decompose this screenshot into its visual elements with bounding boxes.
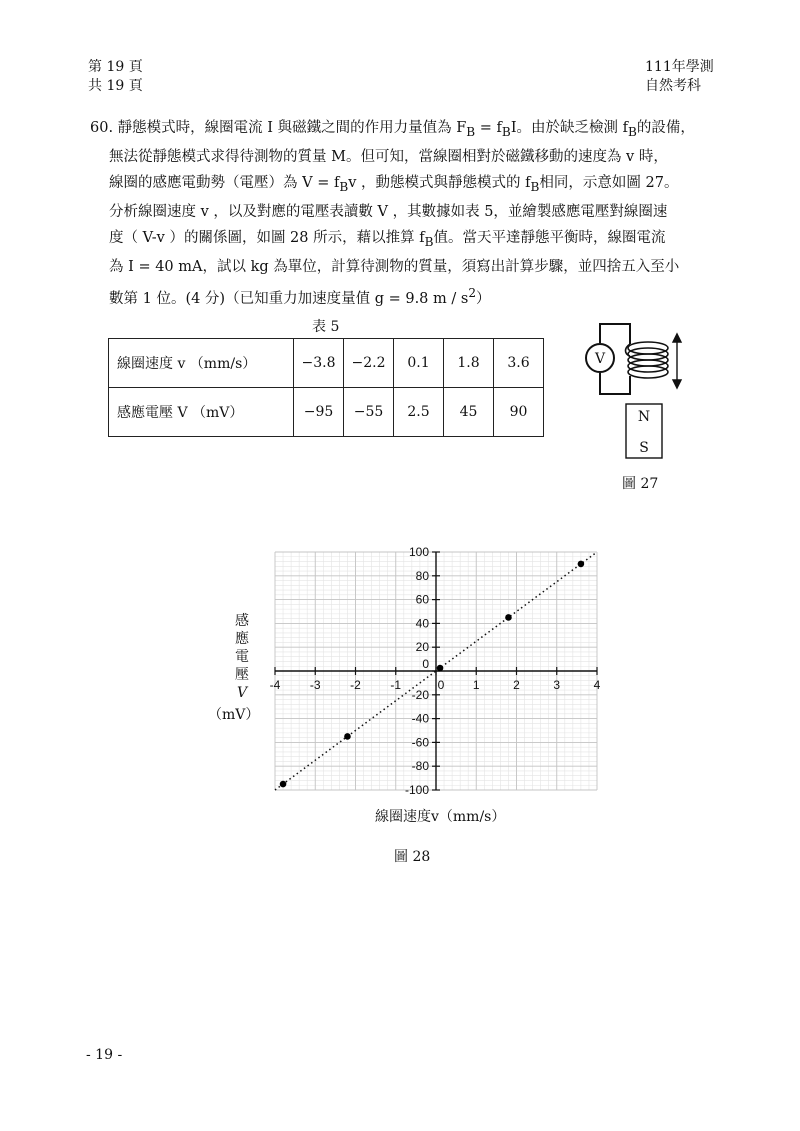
ylabel-char: 感: [235, 613, 249, 629]
y-tick-label: -100: [404, 783, 429, 797]
table-cell: −95: [294, 388, 344, 437]
y-tick-label: -60: [411, 735, 429, 750]
y-tick-label: 60: [415, 592, 429, 607]
table-cell: 0.1: [394, 339, 444, 388]
x-tick-label: 2: [513, 678, 520, 692]
table-row: [109, 388, 544, 437]
figure-27-diagram: [578, 318, 698, 458]
x-tick-label: -3: [309, 678, 321, 692]
table-cell: 90: [494, 388, 544, 437]
y-tick-label: 100: [408, 545, 429, 559]
y-tick-label: 80: [415, 568, 429, 583]
question-line-1: 60. 靜態模式時，線圈電流 I 與磁鐵之間的作用力量值為 $F_B = f_BI$。由於缺乏檢測 $f_B$的設備，: [90, 120, 695, 139]
question-line-5: 度（ V-v ）的關係圖，如圖 28 所示，藉以推算 $f_B$值。當天平達靜態平衡時，線圈電流: [109, 229, 666, 249]
table-cell: 2.5: [394, 388, 444, 437]
question-line-4: 分析線圈速度 v ，以及對應的電壓表讀數 V ，其數據如表 5，並繪製感應電壓對線圈速: [109, 204, 668, 221]
circuit-wire: [600, 373, 630, 394]
table-cell: 45: [444, 388, 494, 437]
y-tick-label: -40: [411, 711, 429, 726]
data-point: [344, 733, 351, 740]
coil-icon: [626, 342, 669, 378]
ylabel-char: 應: [235, 631, 249, 647]
row-label-velocity: 線圈速度 v （mm/s）: [109, 339, 294, 388]
y-tick-label: 20: [415, 640, 429, 655]
page-footer-number: - 19 -: [86, 1047, 123, 1063]
figure-28-caption: 圖 28: [394, 849, 431, 865]
chart-ylabel: [222, 612, 262, 702]
motion-arrow-icon: [673, 334, 681, 388]
page-number-label: 第 19 頁: [88, 59, 143, 75]
voltmeter-label: V: [594, 351, 606, 367]
page-header-right: [645, 58, 714, 96]
data-point: [578, 561, 585, 568]
data-point: [437, 665, 444, 672]
x-tick-label: 0: [437, 678, 445, 692]
table-cell: 1.8: [444, 339, 494, 388]
x-tick-label: -2: [350, 678, 361, 692]
exam-title: 111年學測: [645, 59, 714, 75]
question-line-7: 數第 1 位。(4 分)（已知重力加速度量值 g = 9.8 m / $s^2$）: [109, 285, 491, 307]
y-tick-label: -20: [411, 687, 429, 702]
magnet-south-label: S: [639, 440, 649, 456]
question-line-2: 無法從靜態模式求得待測物的質量 M。但可知，當線圈相對於磁鐵移動的速度為 v 時，: [109, 149, 668, 166]
table-cell: 3.6: [494, 339, 544, 388]
x-tick-label: -1: [390, 678, 402, 692]
total-pages-label: 共 19 頁: [88, 78, 143, 94]
table-cell: −3.8: [294, 339, 344, 388]
data-point: [505, 614, 512, 621]
table-row: [109, 339, 544, 388]
question-line-6: 為 I = 40 mA，試以 kg 為單位，計算待測物的質量，須寫出計算步驟，並四捨五入至小: [109, 259, 680, 276]
x-tick-label: 1: [472, 678, 480, 692]
ylabel-symbol: V: [236, 685, 248, 701]
circuit-wire: [600, 324, 630, 344]
figure-28-chart: [240, 540, 660, 800]
y-tick-label: 40: [415, 616, 429, 631]
table-cell: −2.2: [344, 339, 394, 388]
y-tick-label: -80: [411, 759, 429, 774]
subject-title: 自然考科: [645, 78, 701, 94]
figure-27-caption: 圖 27: [622, 476, 659, 492]
ylabel-char: 電: [235, 649, 249, 665]
row-label-voltage: 感應電壓 V （mV）: [109, 388, 294, 437]
page-header-left: [88, 58, 143, 96]
question-line-3: 線圈的感應電動勢（電壓）為 $V = f_Bv$ ，動態模式與靜態模式的 $f_B$相同，示意如圖 27。: [109, 174, 679, 194]
magnet-north-label: N: [637, 409, 651, 425]
question-60: [90, 116, 730, 312]
data-table: [108, 338, 544, 437]
table-cell: −55: [344, 388, 394, 437]
ylabel-unit: （mV）: [208, 707, 260, 723]
data-point: [280, 781, 287, 788]
chart-xlabel: 線圈速度v（mm/s）: [375, 809, 506, 825]
y-tick-label: 0: [422, 657, 429, 671]
ylabel-char: 壓: [235, 667, 249, 683]
x-tick-label: -4: [269, 678, 281, 692]
table-caption: 表 5: [312, 319, 340, 335]
x-tick-label: 3: [553, 678, 561, 692]
x-tick-label: 4: [593, 678, 601, 692]
